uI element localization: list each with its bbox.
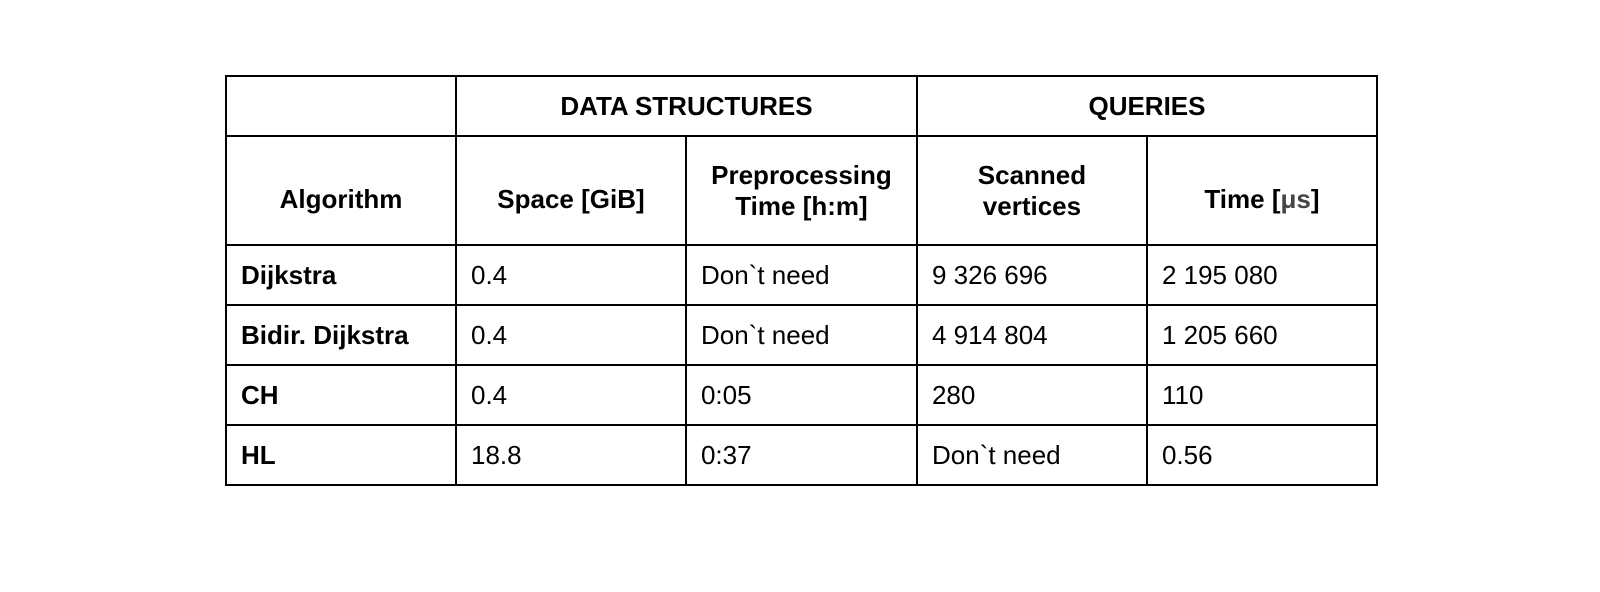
group-header-queries: QUERIES <box>917 76 1377 136</box>
space-cell: 18.8 <box>456 425 686 485</box>
column-header-algorithm: Algorithm <box>226 136 456 245</box>
space-cell: 0.4 <box>456 245 686 305</box>
scanned-header-line-2: vertices <box>982 190 1082 221</box>
query-time-cell: 2 195 080 <box>1147 245 1377 305</box>
algorithm-cell: CH <box>226 365 456 425</box>
column-header-time <box>1147 136 1377 245</box>
time-header-prefix: Time [ <box>1204 183 1281 214</box>
query-time-cell: 1 205 660 <box>1147 305 1377 365</box>
preprocessing-header-line-1: Preprocessing <box>711 159 892 190</box>
algorithm-cell: Bidir. Dijkstra <box>226 305 456 365</box>
query-time-cell: 0.56 <box>1147 425 1377 485</box>
preprocessing-header-line-2: Time [h:m] <box>735 190 868 221</box>
column-header-scanned-vertices <box>917 136 1147 245</box>
group-header-row <box>226 76 1377 136</box>
table-row <box>226 245 1377 305</box>
space-cell: 0.4 <box>456 305 686 365</box>
space-cell: 0.4 <box>456 365 686 425</box>
column-header-row <box>226 136 1377 245</box>
query-time-cell: 110 <box>1147 365 1377 425</box>
table-row <box>226 425 1377 485</box>
scanned-vertices-cell: 280 <box>917 365 1147 425</box>
preprocessing-cell: Don`t need <box>686 245 917 305</box>
empty-corner-cell <box>226 76 456 136</box>
table-row <box>226 365 1377 425</box>
algorithm-cell: Dijkstra <box>226 245 456 305</box>
scanned-header-line-1: Scanned <box>977 159 1087 190</box>
preprocessing-cell: 0:37 <box>686 425 917 485</box>
scanned-vertices-cell: Don`t need <box>917 425 1147 485</box>
time-header-suffix: ] <box>1310 183 1320 214</box>
results-table <box>225 75 1378 486</box>
algorithm-cell: HL <box>226 425 456 485</box>
column-header-space: Space [GiB] <box>456 136 686 245</box>
column-header-preprocessing <box>686 136 917 245</box>
group-header-data-structures: DATA STRUCTURES <box>456 76 917 136</box>
preprocessing-cell: Don`t need <box>686 305 917 365</box>
table-row <box>226 305 1377 365</box>
scanned-vertices-cell: 9 326 696 <box>917 245 1147 305</box>
scanned-vertices-cell: 4 914 804 <box>917 305 1147 365</box>
time-header-unit: μs <box>1280 183 1311 214</box>
preprocessing-cell: 0:05 <box>686 365 917 425</box>
